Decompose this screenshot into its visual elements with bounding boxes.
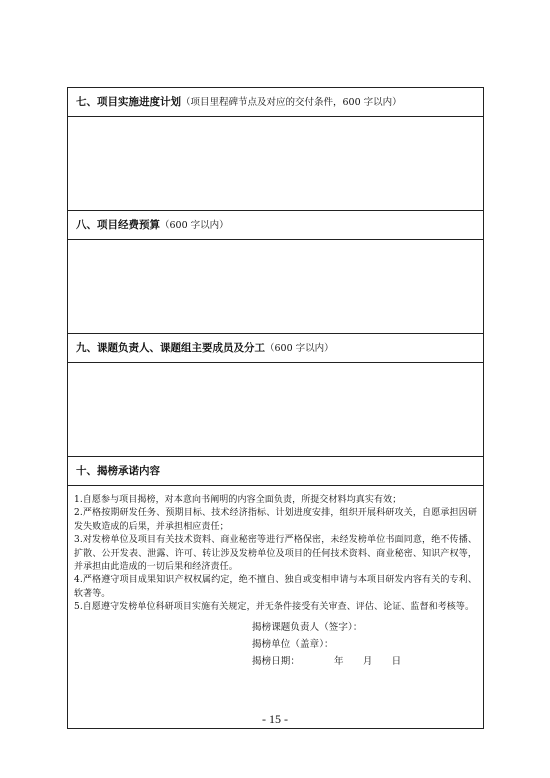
commitment-item-5: 5.自愿遵守发榜单位科研项目实施有关规定，并无条件接受有关审查、评估、论证、监督和考核等。 (74, 602, 475, 613)
section-8-content-row (68, 240, 484, 334)
commitment-item-1: 1.自愿参与项目揭榜，对本意向书阐明的内容全面负责，所提交材料均真实有效； (74, 495, 402, 505)
section-7-content-field[interactable] (68, 117, 484, 211)
leader-signature-label: 揭榜课题负责人（签字）： (252, 621, 363, 633)
section-7-title: 七、项目实施进度计划 (76, 95, 181, 108)
section-7-header-row (68, 88, 484, 117)
section-9-content-field[interactable] (68, 363, 484, 457)
section-10-title: 十、揭榜承诺内容 (76, 465, 160, 477)
application-form-table (67, 87, 484, 729)
date-label: 揭榜日期： (252, 655, 301, 667)
commitment-item-4: 4.严格遵守项目成果知识产权权属约定，绝不擅自、独自或变相申请与本项目研发内容有关的专利、软著等。 (74, 575, 477, 599)
unit-seal-label: 揭榜单位（盖章）： (252, 638, 334, 650)
section-8-header (68, 211, 484, 240)
commitment-item-2: 2.严格按期研发任务、预期目标、技术经济指标、计划进度安排，组织开展科研攻关，自愿承担因研发失败造成的后果，并承担相应责任； (74, 508, 477, 532)
signature-block (74, 619, 477, 670)
section-7-header (68, 88, 484, 117)
section-8-content-field[interactable] (68, 240, 484, 334)
section-9-header-row (68, 334, 484, 363)
section-10-header-row (68, 457, 484, 486)
section-8-note: （600 字以内） (160, 219, 229, 231)
section-9-content-row (68, 363, 484, 457)
section-8-header-row (68, 211, 484, 240)
section-10-header (68, 457, 484, 486)
commitment-content (68, 486, 484, 729)
date-line (252, 653, 477, 670)
section-7-note: （项目里程碑节点及对应的交付条件，600 字以内） (181, 96, 402, 108)
commitment-item-3: 3.对发榜单位及项目有关技术资料、商业秘密等进行严格保密，未经发榜单位书面同意，绝不传播、扩散、公开发表、泄露、许可、转让涉及发榜单位及项目的任何技术资料、商业秘密、知识产权等，并承担由此造成的一切后果和经济责任。 (74, 535, 477, 573)
page-number: - 15 - (262, 712, 288, 726)
commitment-content-row (68, 486, 484, 729)
date-fields: 年 月 日 (334, 655, 402, 667)
section-9-title: 九、课题负责人、课题组主要成员及分工 (76, 341, 265, 354)
section-8-title: 八、项目经费预算 (76, 218, 160, 231)
section-9-note: （600 字以内） (265, 342, 334, 354)
section-7-content-row (68, 117, 484, 211)
section-9-header (68, 334, 484, 363)
